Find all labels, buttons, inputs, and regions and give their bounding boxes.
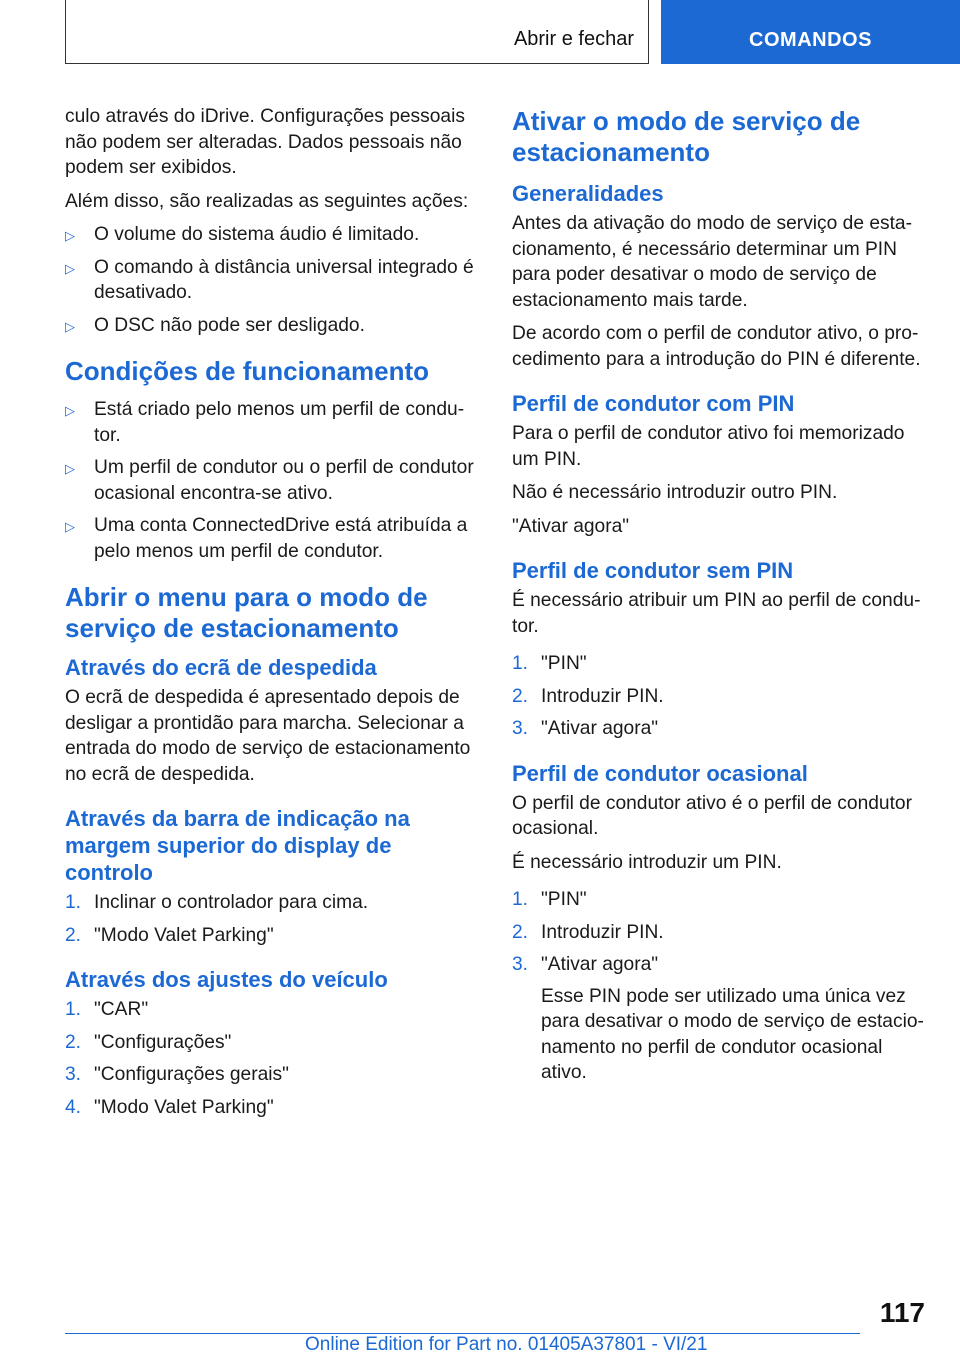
step-number: 2. bbox=[65, 1031, 82, 1053]
with-pin-paragraph-3: "Ativar agora" bbox=[512, 515, 630, 537]
list-item: ▷ O comando à distância universal integrado é desativado. bbox=[65, 256, 474, 303]
statusbar-heading: Através da barra de indicação na margem superior do display de controlo bbox=[65, 806, 410, 885]
guest-steps bbox=[512, 887, 924, 978]
step-number: 3. bbox=[65, 1064, 82, 1085]
triangle-bullet-icon: ▷ bbox=[65, 461, 75, 476]
general-paragraph-2: De acordo com o perfil de condutor ativo, o procedimento para a introdução do PIN é diferente. bbox=[512, 323, 921, 370]
step-number: 3. bbox=[512, 954, 529, 975]
without-pin-heading: Perfil de condutor sem PIN bbox=[512, 558, 794, 583]
with-pin-paragraph-1: Para o perfil de condutor ativo foi memorizado um PIN. bbox=[512, 423, 905, 470]
step-number: 2. bbox=[65, 924, 82, 946]
triangle-bullet-icon: ▷ bbox=[65, 318, 75, 334]
step-number: 1. bbox=[65, 999, 82, 1020]
list-item: 2. Introduzir PIN. bbox=[512, 684, 924, 710]
list-item: 3. "Configurações gerais" bbox=[65, 1062, 477, 1088]
step-number: 1. bbox=[512, 653, 529, 674]
step-number: 4. bbox=[65, 1096, 82, 1118]
left-column bbox=[65, 104, 477, 1128]
list-item: ▷ Uma conta ConnectedDrive está atribuída a pelo menos um perfil de condutor. bbox=[65, 515, 468, 562]
list-item: 3. "Ativar agora" bbox=[512, 952, 924, 978]
farewell-heading: Através do ecrã de despedida bbox=[65, 655, 377, 680]
list-item: 4. "Modo Valet Parking" bbox=[65, 1095, 477, 1121]
edition-text: Online Edition for Part no. 01405A37801 - VI/21 bbox=[305, 1334, 708, 1355]
list-item: 1. Inclinar o controlador para cima. bbox=[65, 890, 477, 916]
list-item: ▷ Está criado pelo menos um perfil de condutor. bbox=[65, 399, 465, 446]
list-item: ▷ O volume do sistema áudio é limitado. bbox=[65, 222, 477, 248]
triangle-bullet-icon: ▷ bbox=[65, 228, 75, 243]
step-number: 3. bbox=[512, 718, 529, 739]
list-item: 1. "PIN" bbox=[512, 651, 924, 677]
without-pin-paragraph: É necessário atribuir um PIN ao perfil de condutor. bbox=[512, 590, 921, 637]
list-item: 1. "CAR" bbox=[65, 997, 477, 1023]
actions-intro: Além disso, são realizadas as seguintes ações: bbox=[65, 190, 469, 212]
page-number: 117 bbox=[879, 1297, 925, 1328]
header-section-box bbox=[65, 0, 649, 64]
with-pin-paragraph-2: Não é necessário introduzir outro PIN. bbox=[512, 482, 838, 503]
guest-heading: Perfil de condutor ocasional bbox=[512, 760, 808, 786]
triangle-bullet-icon: ▷ bbox=[65, 260, 75, 276]
step-number: 2. bbox=[512, 685, 529, 707]
header-section-title: Abrir e fechar bbox=[513, 28, 634, 50]
triangle-bullet-icon: ▷ bbox=[65, 403, 75, 418]
list-item: ▷ Um perfil de condutor ou o perfil de condutor ocasional encontra-se ativo. bbox=[65, 457, 474, 504]
general-heading: Generalidades bbox=[512, 181, 664, 206]
general-paragraph-1: Antes da ativação do modo de serviço de estacionamento, é necessário determinar um PIN para poder desativar o modo de serviço de estacionamento mais tarde. bbox=[512, 213, 912, 311]
guest-paragraph-2: É necessário introduzir um PIN. bbox=[512, 851, 782, 873]
open-menu-heading: Abrir o menu para o modo de serviço de estacionamento bbox=[65, 582, 428, 643]
header-chapter-tab bbox=[661, 0, 960, 64]
actions-list bbox=[65, 222, 477, 338]
conditions-heading: Condições de funcionamento bbox=[65, 356, 430, 386]
farewell-paragraph: O ecrã de despedida é apresentado depois de desligar a prontidão para marcha. Selecionar a entrada do modo de serviço de estacionamento no ecrã de despedida. bbox=[65, 687, 471, 785]
right-column bbox=[512, 104, 924, 1094]
list-item: 2. Introduzir PIN. bbox=[512, 920, 924, 946]
without-pin-steps bbox=[512, 651, 924, 742]
list-item: 3. "Ativar agora" bbox=[512, 716, 924, 742]
guest-paragraph-1: O perfil de condutor ativo é o perfil de condutor ocasional. bbox=[512, 792, 912, 839]
step-number: 1. bbox=[65, 892, 82, 913]
with-pin-heading: Perfil de condutor com PIN bbox=[512, 391, 795, 416]
triangle-bullet-icon: ▷ bbox=[65, 519, 75, 534]
list-item: 2. "Modo Valet Parking" bbox=[65, 923, 477, 949]
settings-heading: Através dos ajustes do veículo bbox=[65, 967, 388, 992]
statusbar-steps bbox=[65, 890, 477, 948]
header-chapter-label: COMANDOS bbox=[749, 29, 872, 51]
intro-paragraph: culo através do iDrive. Configurações pessoais não podem ser alteradas. Dados pessoais não podem ser exibidos. bbox=[65, 106, 465, 178]
activate-heading: Ativar o modo de serviço de estacionamento bbox=[512, 106, 861, 167]
conditions-list bbox=[65, 397, 477, 564]
settings-steps bbox=[65, 997, 477, 1120]
list-item: ▷ O DSC não pode ser desligado. bbox=[65, 313, 477, 339]
list-item: 2. "Configurações" bbox=[65, 1030, 477, 1056]
list-item: 1. "PIN" bbox=[512, 887, 924, 913]
step-number: 1. bbox=[512, 889, 529, 910]
step-number: 2. bbox=[512, 921, 529, 943]
guest-note: Esse PIN pode ser utilizado uma única vez para desativar o modo de serviço de estacionamento no perfil de condutor ocasional ativo. bbox=[541, 985, 924, 1083]
